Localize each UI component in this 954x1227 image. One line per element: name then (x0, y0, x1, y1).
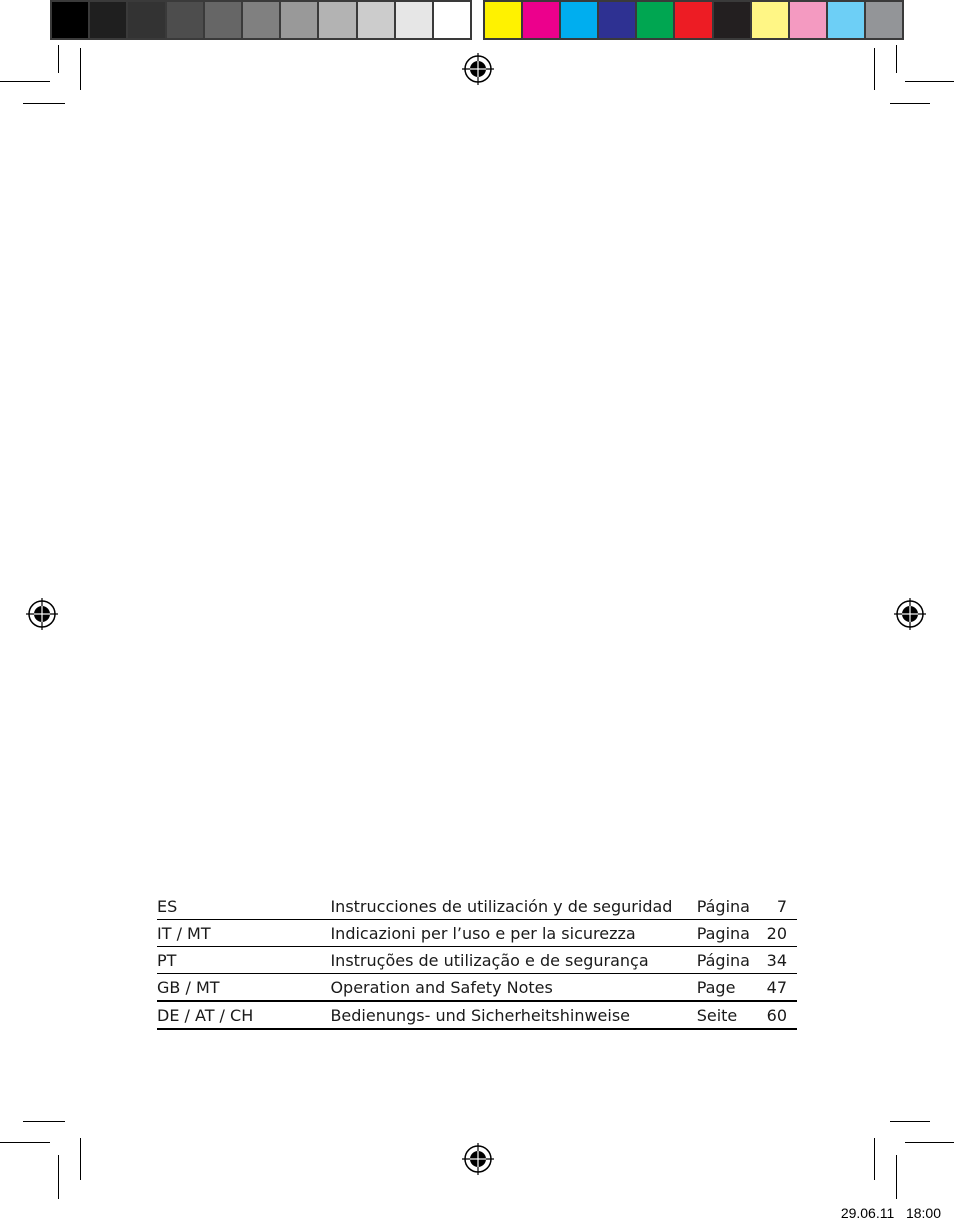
page-number: 34 (766, 950, 787, 970)
registration-mark-icon (26, 598, 58, 630)
print-date: 29.06.11 (840, 1205, 895, 1221)
toc-row[interactable] (157, 974, 797, 1002)
color-swatch (52, 2, 88, 38)
color-swatch (523, 2, 559, 38)
page-word: Page (696, 977, 736, 997)
section-title: Indicazioni per l’uso e per la sicurezza (330, 923, 636, 943)
color-swatch (281, 2, 317, 38)
crop-mark (874, 48, 875, 90)
crop-mark (890, 1121, 930, 1122)
crop-mark (905, 1142, 954, 1143)
crop-mark (80, 1138, 81, 1180)
language-table-of-contents (157, 893, 797, 1030)
color-swatch (396, 2, 432, 38)
color-swatch (485, 2, 521, 38)
language-code: IT / MT (157, 923, 211, 943)
registration-mark-icon (462, 53, 494, 85)
crop-mark (890, 103, 930, 104)
toc-row[interactable] (157, 947, 797, 974)
color-calibration-bar-grayscale (50, 0, 472, 40)
crop-mark (23, 1121, 65, 1122)
crop-mark (896, 45, 897, 73)
page-number: 47 (766, 977, 787, 997)
color-swatch (167, 2, 203, 38)
color-swatch (358, 2, 394, 38)
page-number: 20 (766, 923, 787, 943)
color-swatch (790, 2, 826, 38)
color-swatch (434, 2, 470, 38)
color-swatch (90, 2, 126, 38)
section-title: Instrucciones de utilización y de seguridad (330, 896, 673, 916)
page-number: 60 (766, 1005, 787, 1025)
color-swatch (714, 2, 750, 38)
crop-mark (58, 45, 59, 73)
color-swatch (752, 2, 788, 38)
page-word: Página (696, 896, 750, 916)
color-swatch (675, 2, 711, 38)
crop-mark (0, 1142, 50, 1143)
page-word: Página (696, 950, 750, 970)
language-code: GB / MT (157, 977, 220, 997)
print-time: 18:00 (905, 1205, 941, 1221)
section-title: Bedienungs- und Sicherheitshinweise (330, 1005, 631, 1025)
crop-mark (23, 103, 65, 104)
print-timestamp (841, 1205, 941, 1221)
color-swatch (561, 2, 597, 38)
page-word: Pagina (696, 923, 750, 943)
crop-mark (58, 1155, 59, 1199)
registration-mark-icon (462, 1143, 494, 1175)
color-swatch (828, 2, 864, 38)
toc-row[interactable] (157, 920, 797, 947)
language-code: PT (157, 950, 177, 970)
color-swatch (243, 2, 279, 38)
color-swatch (128, 2, 164, 38)
crop-mark (0, 81, 50, 82)
crop-mark (874, 1138, 875, 1180)
page-word: Seite (696, 1005, 738, 1025)
registration-mark-icon (894, 598, 926, 630)
color-swatch (319, 2, 355, 38)
toc-row[interactable] (157, 1001, 797, 1029)
toc-row[interactable] (157, 893, 797, 920)
color-swatch (637, 2, 673, 38)
language-code: ES (157, 896, 178, 916)
color-swatch (205, 2, 241, 38)
section-title: Instruções de utilização e de segurança (330, 950, 649, 970)
section-title: Operation and Safety Notes (330, 977, 553, 997)
crop-mark (905, 81, 954, 82)
language-code: DE / AT / CH (157, 1005, 254, 1025)
color-swatch (599, 2, 635, 38)
crop-mark (80, 48, 81, 90)
color-swatch (866, 2, 902, 38)
crop-mark (896, 1155, 897, 1199)
color-calibration-bar-color (483, 0, 904, 40)
page-number: 7 (776, 896, 787, 916)
